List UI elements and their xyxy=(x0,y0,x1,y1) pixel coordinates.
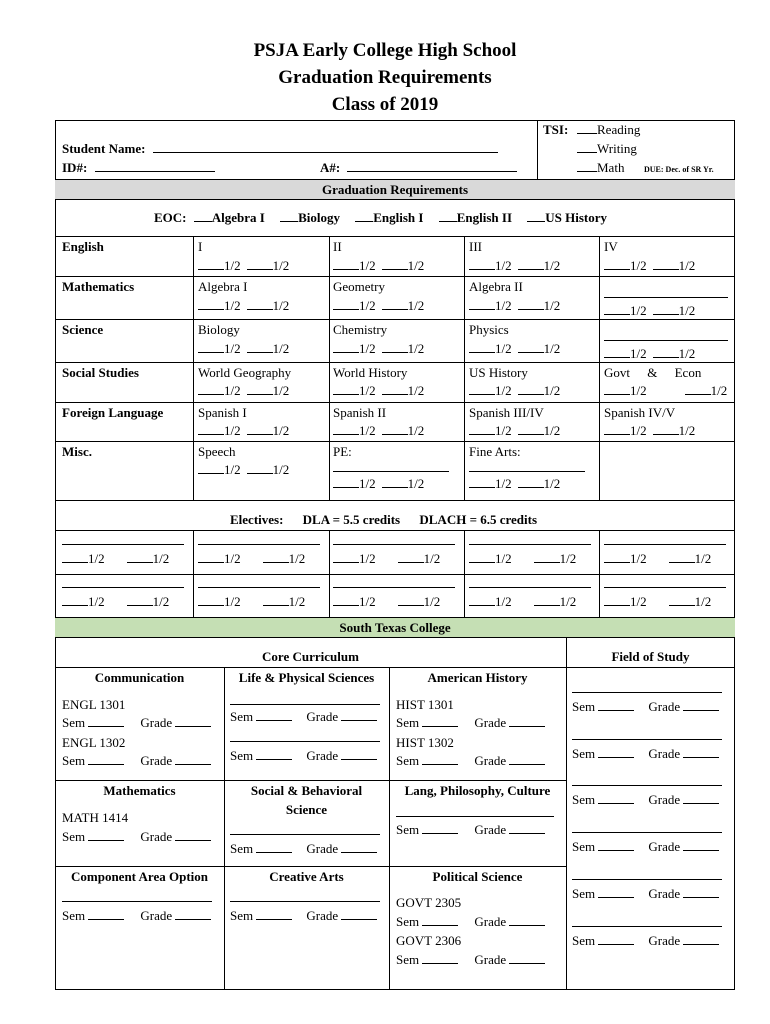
half-credit-pair[interactable]: 1/2 1/2 xyxy=(604,421,695,440)
field-sem-grade[interactable]: Sem Grade xyxy=(572,884,719,903)
tsi-label: TSI: xyxy=(543,122,569,137)
lang-philosophy-blank[interactable] xyxy=(396,816,554,817)
core-col-line xyxy=(224,667,225,990)
class-year: Class of 2019 xyxy=(331,94,439,115)
half-credit-pair[interactable]: 1/2 1/2 xyxy=(198,339,289,358)
sem-grade-field[interactable]: Sem Grade xyxy=(62,751,211,770)
life-sciences-title: Life & Physical Sciences xyxy=(238,670,375,685)
field-sem-grade[interactable]: Sem Grade xyxy=(572,744,719,763)
course-govt-econ: Govt & Econ xyxy=(604,365,702,380)
elective-blank-line[interactable] xyxy=(604,544,726,545)
elective-blank-line[interactable] xyxy=(469,544,591,545)
field-sem-grade[interactable]: Sem Grade xyxy=(572,697,719,716)
life-sciences-blank-2[interactable] xyxy=(230,741,380,742)
component-area-title: Component Area Option xyxy=(71,869,208,884)
sem-grade-field[interactable]: Sem Grade xyxy=(62,827,211,846)
half-credit-pair[interactable]: 1/2 1/2 xyxy=(469,256,560,275)
field-blank[interactable] xyxy=(572,739,722,740)
elective-blank-line[interactable] xyxy=(604,587,726,588)
course-english-3: III xyxy=(469,239,482,254)
tsi-reading[interactable]: Reading xyxy=(577,120,640,139)
elective-half-credit-pair[interactable]: 1/2 1/2 xyxy=(469,549,576,568)
creative-arts-blank[interactable] xyxy=(230,901,380,902)
subject-english: English xyxy=(62,239,104,254)
course-fine-arts: Fine Arts: xyxy=(469,444,521,459)
course-speech: Speech xyxy=(198,444,236,459)
subject-science: Science xyxy=(62,322,104,337)
half-credit-pair[interactable]: 1/2 1/2 xyxy=(469,474,560,493)
course-physics: Physics xyxy=(469,322,509,337)
course-engl-1302: ENGL 1302 xyxy=(62,735,126,750)
field-divider xyxy=(566,638,567,990)
elective-half-credit-pair[interactable]: 1/2 1/2 xyxy=(62,592,169,611)
elective-half-credit-pair[interactable]: 1/2 1/2 xyxy=(333,592,440,611)
social-behavioral-title: Social & Behavioral Science xyxy=(250,783,363,817)
political-science-title: Political Science xyxy=(432,869,523,884)
course-biology: Biology xyxy=(198,322,240,337)
electives-label: Electives: xyxy=(230,512,284,527)
tsi-writing[interactable]: Writing xyxy=(577,139,637,158)
course-math-1414: MATH 1414 xyxy=(62,810,129,825)
eoc-biology[interactable]: Biology xyxy=(280,210,340,225)
sem-grade-field[interactable]: Sem Grade xyxy=(396,751,545,770)
course-hist-1302: HIST 1302 xyxy=(396,735,454,750)
eoc-algebra-1[interactable]: Algebra I xyxy=(194,210,265,225)
core-curriculum-title: Core Curriculum xyxy=(262,649,359,664)
field-blank[interactable] xyxy=(572,692,722,693)
half-credit-pair[interactable]: 1/2 1/2 xyxy=(469,296,560,315)
life-sciences-blank-1[interactable] xyxy=(230,704,380,705)
elective-half-credit-pair[interactable]: 1/2 1/2 xyxy=(604,592,711,611)
course-world-history: World History xyxy=(333,365,408,380)
field-of-study-title: Field of Study xyxy=(611,649,690,664)
stc-band: South Texas College xyxy=(55,617,735,638)
elective-blank-line[interactable] xyxy=(62,587,184,588)
field-sem-grade[interactable]: Sem Grade xyxy=(572,931,719,950)
document-title: Graduation Requirements xyxy=(278,67,492,88)
half-credit-pair[interactable]: 1/2 1/2 xyxy=(198,421,289,440)
elective-blank-line[interactable] xyxy=(333,587,455,588)
electives-row xyxy=(230,510,537,529)
field-blank[interactable] xyxy=(572,926,722,927)
student-name-blank[interactable] xyxy=(153,141,498,153)
math-elective-blank[interactable] xyxy=(604,297,728,298)
eoc-row xyxy=(154,208,607,227)
school-name: PSJA Early College High School xyxy=(253,40,517,61)
sem-grade-field[interactable]: Sem Grade xyxy=(230,906,377,925)
electives-line xyxy=(55,530,735,531)
grid-row-line xyxy=(55,500,735,501)
elective-row-line xyxy=(55,574,735,575)
id-label: ID#: xyxy=(62,160,88,175)
creative-arts-title: Creative Arts xyxy=(269,869,344,884)
id-blank[interactable] xyxy=(95,160,215,172)
course-english-1: I xyxy=(198,239,203,254)
half-credit-pair[interactable]: 1/2 1/2 xyxy=(604,256,695,275)
student-name-label: Student Name: xyxy=(62,141,146,156)
eoc-label: EOC: xyxy=(154,210,187,225)
half-credit-pair[interactable]: 1/2 1/2 xyxy=(333,256,424,275)
grid-row-line xyxy=(55,276,735,277)
communication-title: Communication xyxy=(94,670,185,685)
elective-half-credit-pair[interactable]: 1/2 1/2 xyxy=(333,549,440,568)
a-number-field[interactable] xyxy=(320,158,517,177)
course-english-4: IV xyxy=(604,239,618,254)
sem-grade-field[interactable]: Sem Grade xyxy=(230,746,377,765)
half-credit-pair[interactable]: 1/2 1/2 xyxy=(333,381,424,400)
half-credit-pair[interactable]: 1/2 1/2 xyxy=(198,256,289,275)
document-header xyxy=(0,37,770,118)
course-geometry: Geometry xyxy=(333,279,385,294)
sem-grade-field[interactable]: Sem Grade xyxy=(396,713,545,732)
sem-grade-field[interactable]: Sem Grade xyxy=(396,820,545,839)
course-world-geography: World Geography xyxy=(198,365,292,380)
social-behavioral-blank[interactable] xyxy=(230,834,380,835)
dlach-credits: DLACH = 6.5 credits xyxy=(419,512,538,527)
eoc-english-2[interactable]: English II xyxy=(439,210,512,225)
tsi-due-note: DUE: Dec. of SR Yr. xyxy=(644,165,714,174)
field-blank[interactable] xyxy=(572,832,722,833)
sem-grade-field[interactable]: Sem Grade xyxy=(62,713,211,732)
subject-mathematics: Mathematics xyxy=(62,279,135,294)
american-history-title: American History xyxy=(427,670,528,685)
half-credit-pair[interactable]: 1/2 1/2 xyxy=(333,474,424,493)
sem-grade-field[interactable]: Sem Grade xyxy=(62,906,211,925)
course-govt-2306: GOVT 2306 xyxy=(396,933,462,948)
sem-grade-field[interactable]: Sem Grade xyxy=(230,839,377,858)
subject-social-studies: Social Studies xyxy=(62,365,139,380)
course-hist-1301: HIST 1301 xyxy=(396,697,454,712)
a-number-blank[interactable] xyxy=(347,160,517,172)
half-credit-pair[interactable]: 1/2 1/2 xyxy=(604,301,695,320)
lang-philosophy-title: Lang, Philosophy, Culture xyxy=(404,783,551,798)
elective-half-credit-pair[interactable]: 1/2 1/2 xyxy=(198,549,305,568)
half-credit-pair[interactable]: 1/2 1/2 xyxy=(198,381,289,400)
subject-misc: Misc. xyxy=(62,444,92,459)
course-chemistry: Chemistry xyxy=(333,322,388,337)
elective-half-credit-pair[interactable]: 1/2 1/2 xyxy=(604,549,711,568)
elective-blank-line[interactable] xyxy=(333,544,455,545)
half-credit-pair[interactable]: 1/2 1/2 xyxy=(604,344,695,363)
elective-blank-line[interactable] xyxy=(62,544,184,545)
course-govt-2305: GOVT 2305 xyxy=(396,895,462,910)
field-blank[interactable] xyxy=(572,879,722,880)
field-sem-grade[interactable]: Sem Grade xyxy=(572,790,719,809)
elective-half-credit-pair[interactable]: 1/2 1/2 xyxy=(62,549,169,568)
course-spanish-4-5: Spanish IV/V xyxy=(604,405,676,420)
half-credit-pair[interactable]: 1/2 1/2 xyxy=(604,381,727,400)
half-credit-pair[interactable]: 1/2 1/2 xyxy=(469,381,560,400)
eoc-bottom-line xyxy=(55,236,735,237)
course-us-history: US History xyxy=(469,365,528,380)
id-field[interactable] xyxy=(62,158,215,177)
half-credit-pair[interactable]: 1/2 1/2 xyxy=(333,296,424,315)
tsi-divider xyxy=(537,120,538,180)
course-algebra-2: Algebra II xyxy=(469,279,523,294)
student-name-field[interactable] xyxy=(62,139,498,158)
pe-blank[interactable] xyxy=(333,471,449,472)
sem-grade-field[interactable]: Sem Grade xyxy=(230,707,377,726)
component-area-blank[interactable] xyxy=(62,901,212,902)
course-spanish-2: Spanish II xyxy=(333,405,387,420)
course-pe: PE: xyxy=(333,444,352,459)
mathematics-title: Mathematics xyxy=(103,783,176,798)
elective-half-credit-pair[interactable]: 1/2 1/2 xyxy=(469,592,576,611)
course-algebra-1: Algebra I xyxy=(198,279,248,294)
course-engl-1301: ENGL 1301 xyxy=(62,697,126,712)
fine-arts-blank[interactable] xyxy=(469,471,585,472)
tsi-math[interactable]: Math xyxy=(577,158,624,177)
science-elective-blank[interactable] xyxy=(604,340,728,341)
course-spanish-1: Spanish I xyxy=(198,405,247,420)
half-credit-pair[interactable]: 1/2 1/2 xyxy=(333,421,424,440)
subject-foreign-language: Foreign Language xyxy=(62,405,164,420)
core-col-line xyxy=(389,667,390,990)
half-credit-pair[interactable]: 1/2 1/2 xyxy=(198,296,289,315)
grid-row-line xyxy=(55,441,735,442)
field-blank[interactable] xyxy=(572,785,722,786)
dla-credits: DLA = 5.5 credits xyxy=(302,512,401,527)
sem-grade-field[interactable]: Sem Grade xyxy=(396,912,545,931)
eoc-us-history[interactable]: US History xyxy=(527,210,607,225)
elective-blank-line[interactable] xyxy=(198,544,320,545)
elective-half-credit-pair[interactable]: 1/2 1/2 xyxy=(198,592,305,611)
course-english-2: II xyxy=(333,239,342,254)
eoc-english-1[interactable]: English I xyxy=(355,210,423,225)
half-credit-pair[interactable]: 1/2 1/2 xyxy=(333,339,424,358)
a-number-label: A#: xyxy=(320,160,341,175)
field-sem-grade[interactable]: Sem Grade xyxy=(572,837,719,856)
grad-req-band: Graduation Requirements xyxy=(55,179,735,200)
half-credit-pair[interactable]: 1/2 1/2 xyxy=(469,339,560,358)
half-credit-pair[interactable]: 1/2 1/2 xyxy=(198,460,289,479)
elective-blank-line[interactable] xyxy=(198,587,320,588)
course-spanish-3-4: Spanish III/IV xyxy=(469,405,544,420)
elective-blank-line[interactable] xyxy=(469,587,591,588)
sem-grade-field[interactable]: Sem Grade xyxy=(396,950,545,969)
half-credit-pair[interactable]: 1/2 1/2 xyxy=(469,421,560,440)
